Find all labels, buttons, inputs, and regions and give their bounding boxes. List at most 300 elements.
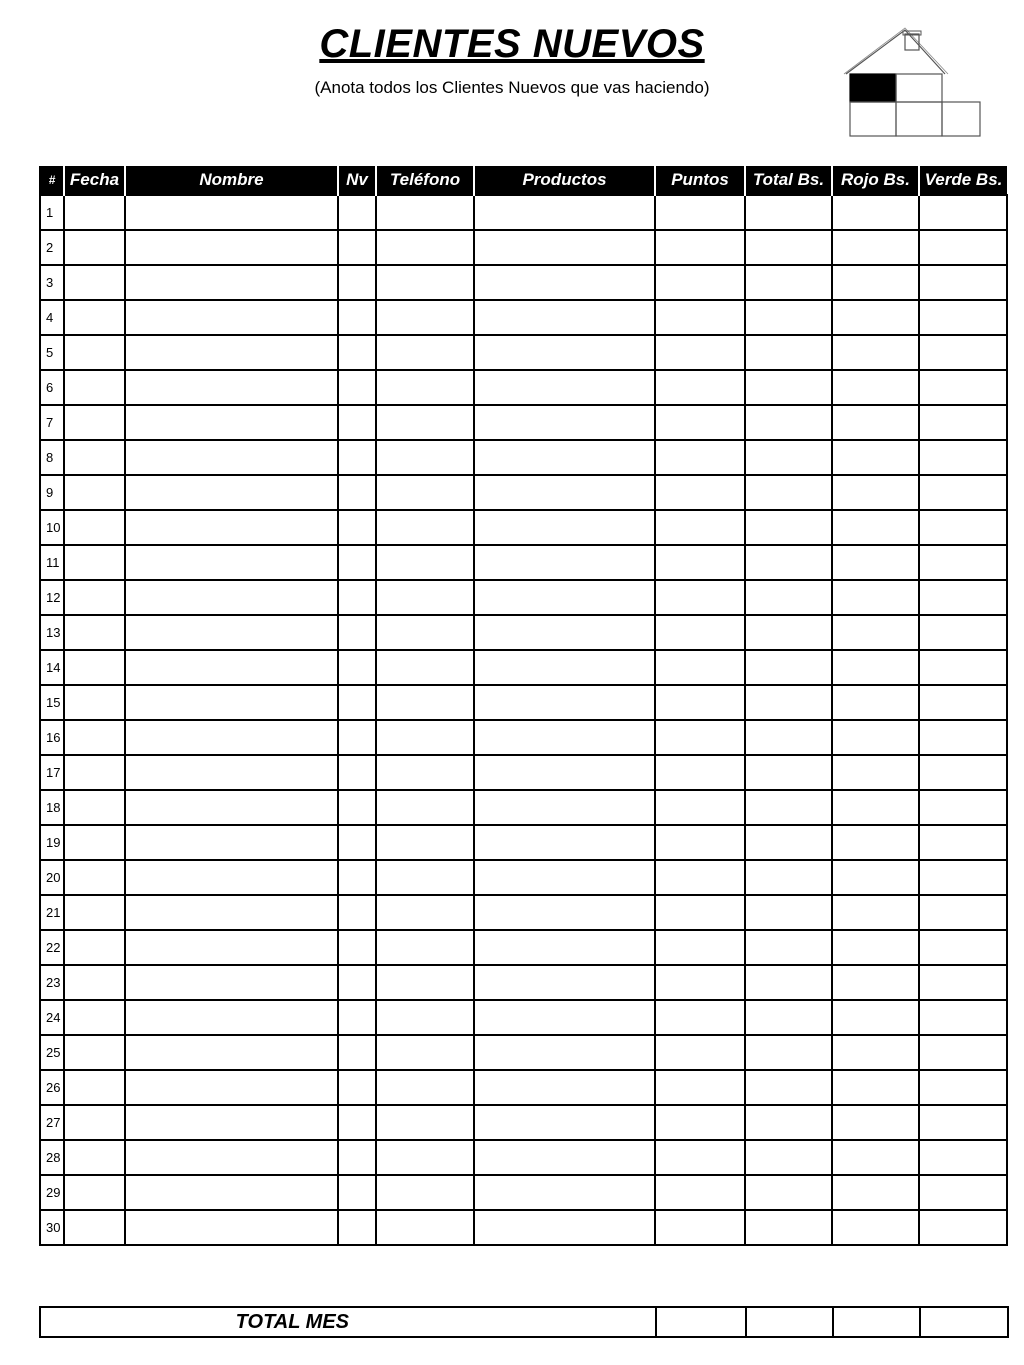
puntos-cell[interactable] — [655, 965, 745, 1000]
productos-cell[interactable] — [474, 650, 655, 685]
productos-cell[interactable] — [474, 405, 655, 440]
fecha-cell[interactable] — [64, 720, 125, 755]
row-number: 22 — [40, 930, 64, 965]
productos-cell[interactable] — [474, 930, 655, 965]
puntos-cell[interactable] — [655, 265, 745, 300]
rojo-bs-cell[interactable] — [832, 1140, 919, 1175]
verde-bs-cell[interactable] — [919, 965, 1007, 1000]
nombre-cell[interactable] — [125, 720, 338, 755]
fecha-cell[interactable] — [64, 1175, 125, 1210]
telefono-cell[interactable] — [376, 615, 474, 650]
nombre-cell[interactable] — [125, 230, 338, 265]
nv-cell[interactable] — [338, 790, 376, 825]
total-bs-cell[interactable] — [745, 1000, 832, 1035]
nv-cell[interactable] — [338, 755, 376, 790]
col-number: # — [40, 166, 64, 195]
nombre-cell[interactable] — [125, 825, 338, 860]
row-number: 24 — [40, 1000, 64, 1035]
productos-cell[interactable] — [474, 790, 655, 825]
telefono-cell[interactable] — [376, 930, 474, 965]
total-bs-cell[interactable] — [745, 650, 832, 685]
puntos-cell[interactable] — [655, 685, 745, 720]
nombre-cell[interactable] — [125, 195, 338, 230]
puntos-cell[interactable] — [655, 720, 745, 755]
puntos-cell[interactable] — [655, 930, 745, 965]
verde-bs-cell[interactable] — [919, 685, 1007, 720]
nombre-cell[interactable] — [125, 440, 338, 475]
puntos-cell[interactable] — [655, 335, 745, 370]
rojo-bs-cell[interactable] — [832, 1175, 919, 1210]
fecha-cell[interactable] — [64, 895, 125, 930]
telefono-cell[interactable] — [376, 195, 474, 230]
total-bs-cell[interactable] — [745, 1105, 832, 1140]
telefono-cell[interactable] — [376, 685, 474, 720]
nv-cell[interactable] — [338, 1035, 376, 1070]
rojo-bs-cell[interactable] — [832, 615, 919, 650]
fecha-cell[interactable] — [64, 860, 125, 895]
verde-bs-cell[interactable] — [919, 755, 1007, 790]
row-number: 15 — [40, 685, 64, 720]
verde-bs-cell[interactable] — [919, 335, 1007, 370]
verde-bs-cell[interactable] — [919, 580, 1007, 615]
rojo-bs-cell[interactable] — [832, 580, 919, 615]
row-number: 11 — [40, 545, 64, 580]
total-bs-cell[interactable] — [745, 755, 832, 790]
telefono-cell[interactable] — [376, 335, 474, 370]
nombre-cell[interactable] — [125, 335, 338, 370]
productos-cell[interactable] — [474, 580, 655, 615]
verde-bs-cell[interactable] — [919, 790, 1007, 825]
nv-cell[interactable] — [338, 265, 376, 300]
total-bs-cell[interactable] — [745, 510, 832, 545]
fecha-cell[interactable] — [64, 370, 125, 405]
total-puntos-cell[interactable] — [656, 1307, 746, 1337]
total-bs-cell[interactable] — [745, 1140, 832, 1175]
nombre-cell[interactable] — [125, 1140, 338, 1175]
puntos-cell[interactable] — [655, 825, 745, 860]
puntos-cell[interactable] — [655, 195, 745, 230]
total-bs-cell[interactable] — [745, 615, 832, 650]
fecha-cell[interactable] — [64, 405, 125, 440]
col-verde-bs: Verde Bs. — [919, 166, 1007, 195]
nv-cell[interactable] — [338, 440, 376, 475]
nombre-cell[interactable] — [125, 790, 338, 825]
verde-bs-cell[interactable] — [919, 405, 1007, 440]
rojo-bs-cell[interactable] — [832, 545, 919, 580]
fecha-cell[interactable] — [64, 685, 125, 720]
productos-cell[interactable] — [474, 335, 655, 370]
rojo-bs-cell[interactable] — [832, 440, 919, 475]
nombre-cell[interactable] — [125, 580, 338, 615]
productos-cell[interactable] — [474, 1070, 655, 1105]
telefono-cell[interactable] — [376, 895, 474, 930]
telefono-cell[interactable] — [376, 475, 474, 510]
total-bs-cell[interactable] — [746, 1307, 833, 1337]
nv-cell[interactable] — [338, 1105, 376, 1140]
verde-bs-cell[interactable] — [919, 545, 1007, 580]
total-bs-cell[interactable] — [745, 965, 832, 1000]
fecha-cell[interactable] — [64, 1035, 125, 1070]
col-nv: Nv — [338, 166, 376, 195]
productos-cell[interactable] — [474, 370, 655, 405]
row-number: 8 — [40, 440, 64, 475]
nombre-cell[interactable] — [125, 1105, 338, 1140]
total-bs-cell[interactable] — [745, 790, 832, 825]
nombre-cell[interactable] — [125, 370, 338, 405]
puntos-cell[interactable] — [655, 615, 745, 650]
total-bs-cell[interactable] — [745, 440, 832, 475]
nv-cell[interactable] — [338, 1000, 376, 1035]
nv-cell[interactable] — [338, 405, 376, 440]
productos-cell[interactable] — [474, 1000, 655, 1035]
total-bs-cell[interactable] — [745, 370, 832, 405]
puntos-cell[interactable] — [655, 580, 745, 615]
nombre-cell[interactable] — [125, 895, 338, 930]
productos-cell[interactable] — [474, 825, 655, 860]
fecha-cell[interactable] — [64, 580, 125, 615]
rojo-bs-cell[interactable] — [832, 755, 919, 790]
row-number: 26 — [40, 1070, 64, 1105]
rojo-bs-cell[interactable] — [832, 895, 919, 930]
verde-bs-cell[interactable] — [919, 1210, 1007, 1245]
table-row — [40, 930, 1007, 965]
verde-bs-cell[interactable] — [919, 230, 1007, 265]
nv-cell[interactable] — [338, 650, 376, 685]
nv-cell[interactable] — [338, 965, 376, 1000]
row-number: 17 — [40, 755, 64, 790]
telefono-cell[interactable] — [376, 510, 474, 545]
puntos-cell[interactable] — [655, 1070, 745, 1105]
nv-cell[interactable] — [338, 195, 376, 230]
fecha-cell[interactable] — [64, 1000, 125, 1035]
total-bs-cell[interactable] — [745, 1070, 832, 1105]
total-bs-cell[interactable] — [745, 545, 832, 580]
verde-bs-cell[interactable] — [919, 440, 1007, 475]
total-bs-cell[interactable] — [745, 930, 832, 965]
nv-cell[interactable] — [338, 335, 376, 370]
verde-bs-cell[interactable] — [919, 1175, 1007, 1210]
telefono-cell[interactable] — [376, 825, 474, 860]
nombre-cell[interactable] — [125, 1210, 338, 1245]
verde-bs-cell[interactable] — [919, 195, 1007, 230]
fecha-cell[interactable] — [64, 790, 125, 825]
telefono-cell[interactable] — [376, 230, 474, 265]
total-bs-cell[interactable] — [745, 685, 832, 720]
table-row — [40, 580, 1007, 615]
nombre-cell[interactable] — [125, 300, 338, 335]
table-row — [40, 650, 1007, 685]
fecha-cell[interactable] — [64, 265, 125, 300]
rojo-bs-cell[interactable] — [832, 1070, 919, 1105]
nv-cell[interactable] — [338, 685, 376, 720]
puntos-cell[interactable] — [655, 1105, 745, 1140]
telefono-cell[interactable] — [376, 265, 474, 300]
productos-cell[interactable] — [474, 475, 655, 510]
total-bs-cell[interactable] — [745, 860, 832, 895]
telefono-cell[interactable] — [376, 1175, 474, 1210]
nv-cell[interactable] — [338, 720, 376, 755]
nv-cell[interactable] — [338, 1070, 376, 1105]
nombre-cell[interactable] — [125, 405, 338, 440]
nombre-cell[interactable] — [125, 965, 338, 1000]
fecha-cell[interactable] — [64, 650, 125, 685]
puntos-cell[interactable] — [655, 1035, 745, 1070]
nv-cell[interactable] — [338, 825, 376, 860]
verde-bs-cell[interactable] — [919, 720, 1007, 755]
rojo-bs-cell[interactable] — [832, 335, 919, 370]
verde-bs-cell[interactable] — [919, 370, 1007, 405]
nv-cell[interactable] — [338, 545, 376, 580]
nv-cell[interactable] — [338, 930, 376, 965]
productos-cell[interactable] — [474, 615, 655, 650]
rojo-bs-cell[interactable] — [832, 790, 919, 825]
puntos-cell[interactable] — [655, 1175, 745, 1210]
table-row — [40, 195, 1007, 230]
fecha-cell[interactable] — [64, 1140, 125, 1175]
nombre-cell[interactable] — [125, 1070, 338, 1105]
table-row — [40, 720, 1007, 755]
verde-bs-cell[interactable] — [919, 1105, 1007, 1140]
fecha-cell[interactable] — [64, 755, 125, 790]
telefono-cell[interactable] — [376, 405, 474, 440]
telefono-cell[interactable] — [376, 1105, 474, 1140]
productos-cell[interactable] — [474, 1175, 655, 1210]
telefono-cell[interactable] — [376, 580, 474, 615]
col-rojo-bs: Rojo Bs. — [832, 166, 919, 195]
total-rojo-cell[interactable] — [833, 1307, 920, 1337]
rojo-bs-cell[interactable] — [832, 1210, 919, 1245]
productos-cell[interactable] — [474, 545, 655, 580]
total-bs-cell[interactable] — [745, 300, 832, 335]
productos-cell[interactable] — [474, 1140, 655, 1175]
nombre-cell[interactable] — [125, 1175, 338, 1210]
total-bs-cell[interactable] — [745, 405, 832, 440]
nv-cell[interactable] — [338, 1210, 376, 1245]
fecha-cell[interactable] — [64, 195, 125, 230]
fecha-cell[interactable] — [64, 965, 125, 1000]
rojo-bs-cell[interactable] — [832, 685, 919, 720]
rojo-bs-cell[interactable] — [832, 720, 919, 755]
verde-bs-cell[interactable] — [919, 1000, 1007, 1035]
verde-bs-cell[interactable] — [919, 650, 1007, 685]
total-bs-cell[interactable] — [745, 580, 832, 615]
productos-cell[interactable] — [474, 685, 655, 720]
nv-cell[interactable] — [338, 580, 376, 615]
row-number: 10 — [40, 510, 64, 545]
total-bs-cell[interactable] — [745, 1035, 832, 1070]
nombre-cell[interactable] — [125, 930, 338, 965]
puntos-cell[interactable] — [655, 895, 745, 930]
verde-bs-cell[interactable] — [919, 1035, 1007, 1070]
nombre-cell[interactable] — [125, 265, 338, 300]
puntos-cell[interactable] — [655, 790, 745, 825]
fecha-cell[interactable] — [64, 825, 125, 860]
nv-cell[interactable] — [338, 230, 376, 265]
telefono-cell[interactable] — [376, 1000, 474, 1035]
col-puntos: Puntos — [655, 166, 745, 195]
nombre-cell[interactable] — [125, 755, 338, 790]
nv-cell[interactable] — [338, 370, 376, 405]
total-bs-cell[interactable] — [745, 230, 832, 265]
total-bs-cell[interactable] — [745, 720, 832, 755]
rojo-bs-cell[interactable] — [832, 650, 919, 685]
productos-cell[interactable] — [474, 1035, 655, 1070]
puntos-cell[interactable] — [655, 405, 745, 440]
verde-bs-cell[interactable] — [919, 860, 1007, 895]
fecha-cell[interactable] — [64, 930, 125, 965]
puntos-cell[interactable] — [655, 300, 745, 335]
productos-cell[interactable] — [474, 300, 655, 335]
nombre-cell[interactable] — [125, 510, 338, 545]
rojo-bs-cell[interactable] — [832, 405, 919, 440]
verde-bs-cell[interactable] — [919, 930, 1007, 965]
fecha-cell[interactable] — [64, 545, 125, 580]
rojo-bs-cell[interactable] — [832, 965, 919, 1000]
table-row — [40, 615, 1007, 650]
rojo-bs-cell[interactable] — [832, 1105, 919, 1140]
productos-cell[interactable] — [474, 965, 655, 1000]
rojo-bs-cell[interactable] — [832, 930, 919, 965]
page-title: CLIENTES NUEVOS — [319, 22, 705, 66]
telefono-cell[interactable] — [376, 790, 474, 825]
nombre-cell[interactable] — [125, 685, 338, 720]
rojo-bs-cell[interactable] — [832, 265, 919, 300]
puntos-cell[interactable] — [655, 1140, 745, 1175]
telefono-cell[interactable] — [376, 300, 474, 335]
nv-cell[interactable] — [338, 475, 376, 510]
telefono-cell[interactable] — [376, 370, 474, 405]
nombre-cell[interactable] — [125, 1000, 338, 1035]
rojo-bs-cell[interactable] — [832, 300, 919, 335]
puntos-cell[interactable] — [655, 650, 745, 685]
puntos-cell[interactable] — [655, 1000, 745, 1035]
verde-bs-cell[interactable] — [919, 300, 1007, 335]
row-number: 13 — [40, 615, 64, 650]
telefono-cell[interactable] — [376, 545, 474, 580]
total-bs-cell[interactable] — [745, 1175, 832, 1210]
rojo-bs-cell[interactable] — [832, 195, 919, 230]
verde-bs-cell[interactable] — [919, 615, 1007, 650]
table-row — [40, 1210, 1007, 1245]
nv-cell[interactable] — [338, 300, 376, 335]
nv-cell[interactable] — [338, 615, 376, 650]
productos-cell[interactable] — [474, 720, 655, 755]
fecha-cell[interactable] — [64, 1105, 125, 1140]
telefono-cell[interactable] — [376, 1140, 474, 1175]
nv-cell[interactable] — [338, 860, 376, 895]
puntos-cell[interactable] — [655, 1210, 745, 1245]
productos-cell[interactable] — [474, 895, 655, 930]
verde-bs-cell[interactable] — [919, 475, 1007, 510]
verde-bs-cell[interactable] — [919, 265, 1007, 300]
puntos-cell[interactable] — [655, 440, 745, 475]
fecha-cell[interactable] — [64, 510, 125, 545]
nombre-cell[interactable] — [125, 615, 338, 650]
nombre-cell[interactable] — [125, 475, 338, 510]
verde-bs-cell[interactable] — [919, 1140, 1007, 1175]
productos-cell[interactable] — [474, 195, 655, 230]
productos-cell[interactable] — [474, 510, 655, 545]
fecha-cell[interactable] — [64, 1070, 125, 1105]
nombre-cell[interactable] — [125, 860, 338, 895]
rojo-bs-cell[interactable] — [832, 1000, 919, 1035]
puntos-cell[interactable] — [655, 860, 745, 895]
productos-cell[interactable] — [474, 755, 655, 790]
rojo-bs-cell[interactable] — [832, 1035, 919, 1070]
rojo-bs-cell[interactable] — [832, 510, 919, 545]
productos-cell[interactable] — [474, 440, 655, 475]
telefono-cell[interactable] — [376, 755, 474, 790]
productos-cell[interactable] — [474, 265, 655, 300]
total-bs-cell[interactable] — [745, 895, 832, 930]
total-verde-cell[interactable] — [920, 1307, 1008, 1337]
telefono-cell[interactable] — [376, 1210, 474, 1245]
fecha-cell[interactable] — [64, 1210, 125, 1245]
nombre-cell[interactable] — [125, 545, 338, 580]
productos-cell[interactable] — [474, 1210, 655, 1245]
productos-cell[interactable] — [474, 230, 655, 265]
total-bs-cell[interactable] — [745, 825, 832, 860]
nombre-cell[interactable] — [125, 1035, 338, 1070]
nombre-cell[interactable] — [125, 650, 338, 685]
telefono-cell[interactable] — [376, 1070, 474, 1105]
verde-bs-cell[interactable] — [919, 510, 1007, 545]
row-number: 5 — [40, 335, 64, 370]
rojo-bs-cell[interactable] — [832, 475, 919, 510]
telefono-cell[interactable] — [376, 965, 474, 1000]
telefono-cell[interactable] — [376, 860, 474, 895]
puntos-cell[interactable] — [655, 545, 745, 580]
verde-bs-cell[interactable] — [919, 825, 1007, 860]
nv-cell[interactable] — [338, 1175, 376, 1210]
telefono-cell[interactable] — [376, 440, 474, 475]
row-number: 16 — [40, 720, 64, 755]
fecha-cell[interactable] — [64, 475, 125, 510]
fecha-cell[interactable] — [64, 230, 125, 265]
total-bs-cell[interactable] — [745, 335, 832, 370]
rojo-bs-cell[interactable] — [832, 825, 919, 860]
telefono-cell[interactable] — [376, 650, 474, 685]
puntos-cell[interactable] — [655, 755, 745, 790]
fecha-cell[interactable] — [64, 335, 125, 370]
table-row — [40, 1000, 1007, 1035]
nv-cell[interactable] — [338, 895, 376, 930]
productos-cell[interactable] — [474, 1105, 655, 1140]
fecha-cell[interactable] — [64, 440, 125, 475]
verde-bs-cell[interactable] — [919, 1070, 1007, 1105]
rojo-bs-cell[interactable] — [832, 370, 919, 405]
telefono-cell[interactable] — [376, 720, 474, 755]
rojo-bs-cell[interactable] — [832, 230, 919, 265]
table-row — [40, 1035, 1007, 1070]
total-bs-cell[interactable] — [745, 265, 832, 300]
puntos-cell[interactable] — [655, 230, 745, 265]
puntos-cell[interactable] — [655, 370, 745, 405]
productos-cell[interactable] — [474, 860, 655, 895]
nv-cell[interactable] — [338, 1140, 376, 1175]
puntos-cell[interactable] — [655, 475, 745, 510]
fecha-cell[interactable] — [64, 615, 125, 650]
total-bs-cell[interactable] — [745, 1210, 832, 1245]
puntos-cell[interactable] — [655, 510, 745, 545]
nv-cell[interactable] — [338, 510, 376, 545]
rojo-bs-cell[interactable] — [832, 860, 919, 895]
total-bs-cell[interactable] — [745, 195, 832, 230]
verde-bs-cell[interactable] — [919, 895, 1007, 930]
total-bs-cell[interactable] — [745, 475, 832, 510]
fecha-cell[interactable] — [64, 300, 125, 335]
telefono-cell[interactable] — [376, 1035, 474, 1070]
